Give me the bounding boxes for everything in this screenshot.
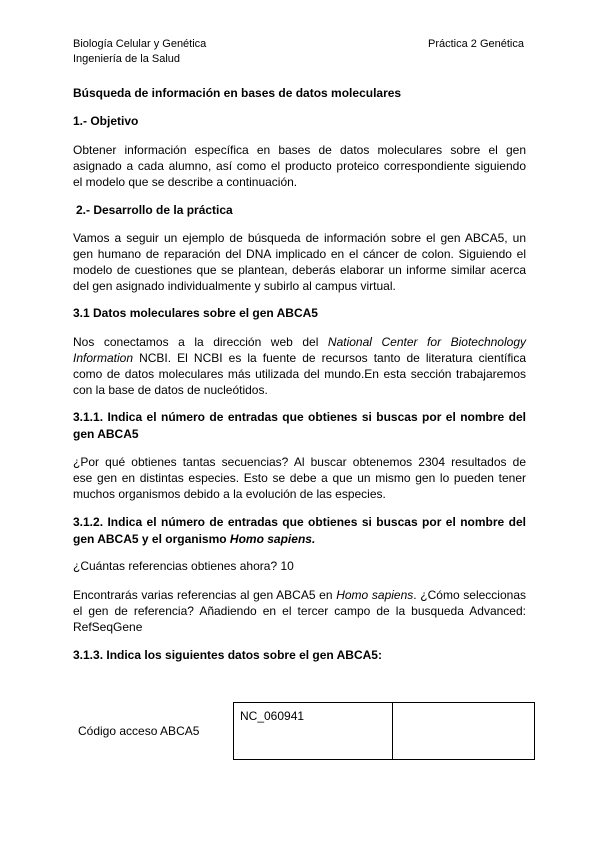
heading-line [73, 531, 526, 548]
question-3-1-1-heading [73, 409, 526, 443]
question-3-1-2-heading [73, 514, 526, 548]
table-cell-empty [393, 703, 535, 760]
section-desarrollo-body [73, 230, 526, 294]
text-line [73, 350, 526, 366]
ncbi-name-cont: Information [73, 351, 134, 365]
text-line: como de datos moleculares más utilizada del mundo.En esta sección trabajaremos [73, 367, 526, 381]
section-objetivo-heading: 1.- Objetivo [73, 114, 139, 128]
table-cell-accession: NC_060941 [234, 703, 393, 760]
text-line: muchos organismos debido a la evolución de las especies. [73, 487, 386, 501]
text-line: el gen de referencia? Añadiendo en el tercer campo de la busqueda Advanced: [73, 604, 526, 618]
degree-name: Ingeniería de la Salud [73, 53, 181, 65]
heading-line: gen ABCA5 [73, 427, 139, 441]
text-line: el modelo que se describe a continuación. [73, 175, 298, 189]
organism-name: Homo sapiens [336, 588, 414, 602]
answer-3-1-1 [73, 454, 526, 502]
text-span: Encontrarás varias referencias al gen ABCA5 en [73, 588, 337, 602]
answer-3-1-2-count: ¿Cuántas referencias obtienes ahora? 10 [73, 559, 294, 573]
heading-line: 3.1.1. Indica el número de entradas que obtienes si buscas por el nombre del [73, 410, 526, 424]
text-span: . ¿Cómo seleccionas [413, 588, 526, 602]
document-title: Búsqueda de información en bases de datos moleculares [73, 86, 402, 100]
section-desarrollo-heading: 2.- Desarrollo de la práctica [76, 203, 233, 217]
text-line: ¿Por qué obtienes tantas secuencias? Al buscar obtenemos 2304 resultados de [73, 455, 526, 469]
heading-line: 3.1.2. Indica el número de entradas que obtienes si buscas por el nombre del [73, 515, 526, 529]
text-span: Nos conectamos a la dirección web del [73, 335, 328, 349]
text-span: gen ABCA5 y el organismo [73, 532, 230, 546]
text-line: Obtener información específica en bases de datos moleculares sobre el gen [73, 143, 526, 157]
organism-name: Homo sapiens. [229, 532, 316, 546]
table-row [73, 703, 535, 760]
text-line [73, 334, 526, 350]
header-right: Práctica 2 Genética [428, 38, 524, 50]
text-line: del gen asignado individualmente y subirlo al campus virtual. [73, 279, 396, 293]
question-3-1-3-heading: 3.1.3. Indica los siguientes datos sobre el gen ABCA5: [73, 648, 382, 662]
course-name: Biología Celular y Genética [73, 38, 207, 50]
answer-3-1-2-body [73, 587, 526, 635]
header-left [73, 37, 206, 67]
text-line: gen humano de reparación del DNA implicado en el cáncer de colon. Siguiendo el [73, 247, 526, 261]
text-line: con la base de datos de nucleótidos. [73, 383, 268, 397]
text-line: Vamos a seguir un ejemplo de búsqueda de información sobre el gen ABCA5, un [73, 231, 526, 245]
table-cell-label: Código acceso ABCA5 [78, 724, 200, 738]
text-line: modelo de cuestiones que se plantean, deberás elaborar un informe similar acerca [73, 263, 526, 277]
ncbi-name: National Center for Biotechnology [327, 335, 526, 349]
section-3-1-heading: 3.1 Datos moleculares sobre el gen ABCA5 [73, 306, 318, 320]
text-line: asignado a cada alumno, así como el producto proteico correspondiente siguiendo [73, 159, 526, 173]
text-line: ese gen en distintas especies. Esto se debe a que un mismo gen lo pueden tener [73, 471, 526, 485]
text-line [73, 587, 526, 603]
gene-data-table [73, 702, 535, 760]
text-span: NCBI. El NCBI es la fuente de recursos tanto de literatura científica [133, 351, 526, 365]
section-3-1-body [73, 334, 526, 398]
text-line: RefSeqGene [73, 620, 143, 634]
section-objetivo-body [73, 142, 526, 190]
